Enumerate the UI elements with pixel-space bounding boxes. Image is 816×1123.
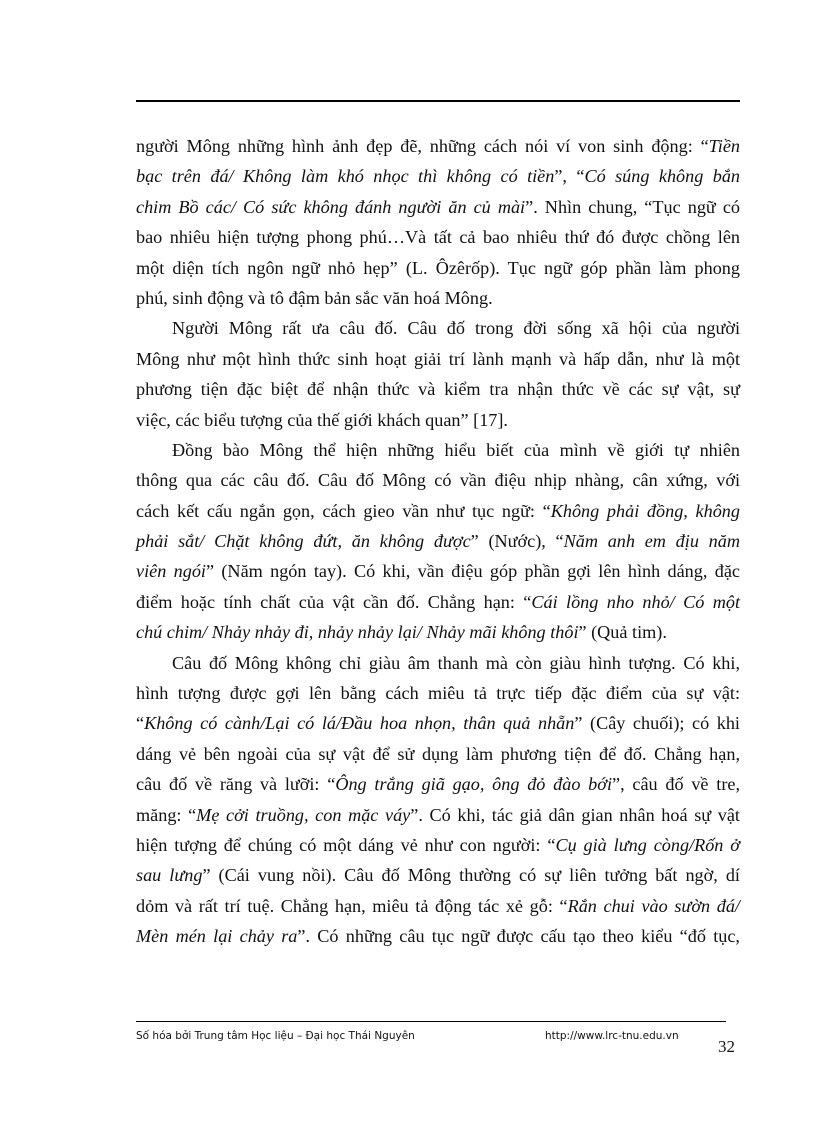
italic-quote: Mèn mén lại chảy ra	[136, 926, 298, 947]
text-run: Câu đố Mông không chỉ giàu âm thanh mà còn giàu hình tượng. Có khi,	[172, 652, 740, 673]
text-run: ” (Quả tim).	[578, 622, 667, 643]
text-run: măng: “	[136, 804, 197, 825]
text-line	[136, 435, 740, 465]
text-line	[136, 769, 740, 799]
italic-quote: Mẹ cởi truồng, con mặc váy	[196, 804, 411, 825]
italic-quote: Cụ già lưng còng/Rốn ở	[555, 834, 740, 855]
italic-quote: bạc trên đá/ Không làm khó nhọc thì không có tiền	[136, 166, 555, 187]
text-run: bao nhiêu hiện tượng phong phú…Và tất cả bao nhiêu thứ đó được chồng lên	[136, 227, 740, 248]
text-line	[136, 678, 740, 708]
italic-quote: viên ngói	[136, 561, 206, 582]
paragraph	[136, 313, 740, 435]
text-run: việc, các biểu tượng của thế giới khách quan” [17].	[136, 409, 508, 430]
text-run: ”, câu đố về tre,	[612, 774, 740, 795]
text-line	[136, 253, 740, 283]
page-number: 32	[718, 1037, 735, 1056]
italic-quote: Rắn chui vào sườn đá/	[567, 895, 740, 916]
italic-quote: chim Bồ các/ Có sức không đánh người ăn củ mài	[136, 196, 526, 217]
italic-quote: Ông trắng giã gạo, ông đỏ đào bới	[335, 774, 613, 795]
text-run: ”, “	[554, 166, 585, 187]
paragraph	[136, 648, 740, 952]
text-line	[136, 708, 740, 738]
paragraph	[136, 435, 740, 648]
text-run: Đồng bào Mông thể hiện những hiểu biết của mình về giới tự nhiên	[172, 439, 740, 460]
text-run: ” (Năm ngón tay). Có khi, vần điệu góp phần gợi lên hình dáng, đặc	[205, 561, 740, 582]
text-line	[136, 222, 740, 252]
body-text	[136, 131, 740, 952]
text-line	[136, 860, 740, 890]
text-run: dỏm và rất trí tuệ. Chẳng hạn, miêu tả động tác xẻ gỗ: “	[136, 895, 568, 916]
text-line	[136, 131, 740, 161]
text-run: hiện tượng để chúng có một dáng vẻ như con người: “	[136, 834, 556, 855]
text-run: “	[136, 713, 145, 734]
text-run: ” (Cây chuối); có khi	[574, 713, 740, 734]
footer-rule	[136, 1021, 726, 1022]
text-run: thông qua các câu đố. Câu đố Mông có vần điệu nhịp nhàng, cân xứng, với	[136, 470, 740, 491]
italic-quote: Năm anh em địu năm	[563, 531, 740, 552]
text-run: câu đố về răng và lưỡi: “	[136, 774, 336, 795]
text-line	[136, 739, 740, 769]
text-line	[136, 556, 740, 586]
text-run: phương tiện đặc biệt để nhận thức và kiểm tra nhận thức về các sự vật, sự	[136, 379, 740, 400]
text-run: người Mông những hình ảnh đẹp đẽ, những cách nói ví von sinh động: “	[136, 136, 709, 156]
paragraph	[136, 131, 740, 313]
text-line	[136, 313, 740, 343]
text-line	[136, 405, 740, 435]
text-run: ” (Cái vung nồi). Câu đố Mông thường có sự liên tưởng bất ngờ, dí	[202, 865, 740, 886]
text-run: ”. Nhìn chung, “Tục ngữ có	[525, 196, 740, 217]
text-run: Người Mông rất ưa câu đố. Câu đố trong đời sống xã hội của người	[172, 318, 740, 339]
text-line	[136, 587, 740, 617]
footer-url[interactable]: http://www.lrc-tnu.edu.vn	[545, 1030, 679, 1042]
italic-quote: sau lưng	[136, 865, 203, 886]
italic-quote: chú chim/ Nhảy nhảy đi, nhảy nhảy lại/ Nhảy mãi không thôi	[136, 622, 579, 643]
text-line	[136, 800, 740, 830]
italic-quote: phải sắt/ Chặt không đứt, ăn không được	[136, 531, 471, 552]
text-run: phú, sinh động và tô đậm bản sắc văn hoá Mông.	[136, 287, 493, 308]
italic-quote: Tiền	[708, 136, 740, 156]
italic-quote: Không phải đồng, không	[550, 500, 740, 521]
italic-quote: Có súng không bắn	[584, 166, 740, 187]
header-rule	[136, 100, 740, 102]
text-run: ” (Nước), “	[470, 531, 564, 552]
text-run: Mông như một hình thức sinh hoạt giải trí lành mạnh và hấp dẫn, như là một	[136, 348, 740, 369]
text-line	[136, 496, 740, 526]
text-line	[136, 648, 740, 678]
text-line	[136, 526, 740, 556]
text-line	[136, 161, 740, 191]
italic-quote: Không có cành/Lại có lá/Đầu hoa nhọn, thân quả nhẵn	[144, 713, 575, 734]
text-line	[136, 921, 740, 951]
text-line	[136, 891, 740, 921]
text-line	[136, 374, 740, 404]
italic-quote: Cái lồng nho nhỏ/ Có một	[531, 591, 740, 612]
text-line	[136, 617, 740, 647]
text-line	[136, 830, 740, 860]
text-line	[136, 344, 740, 374]
text-line	[136, 283, 740, 313]
text-run: cách kết cấu ngắn gọn, cách gieo vần như tục ngữ: “	[136, 500, 551, 521]
text-run: một diện tích ngôn ngữ nhỏ hẹp” (L. Ôzêrốp). Tục ngữ góp phần làm phong	[136, 257, 740, 278]
footer-source: Số hóa bởi Trung tâm Học liệu – Đại học Thái Nguyên	[136, 1030, 415, 1042]
text-line	[136, 465, 740, 495]
text-run: ”. Có khi, tác giả dân gian nhân hoá sự vật	[410, 804, 740, 825]
text-line	[136, 192, 740, 222]
text-run: điểm hoặc tính chất của vật cần đố. Chẳng hạn: “	[136, 591, 532, 612]
text-run: hình tượng được gợi lên bằng cách miêu tả trực tiếp đặc điểm của sự vật:	[136, 683, 740, 704]
text-run: dáng vẻ bên ngoài của sự vật để sử dụng làm phương tiện để đố. Chẳng hạn,	[136, 743, 740, 764]
text-run: ”. Có những câu tục ngữ được cấu tạo theo kiểu “đố tục,	[297, 926, 740, 947]
